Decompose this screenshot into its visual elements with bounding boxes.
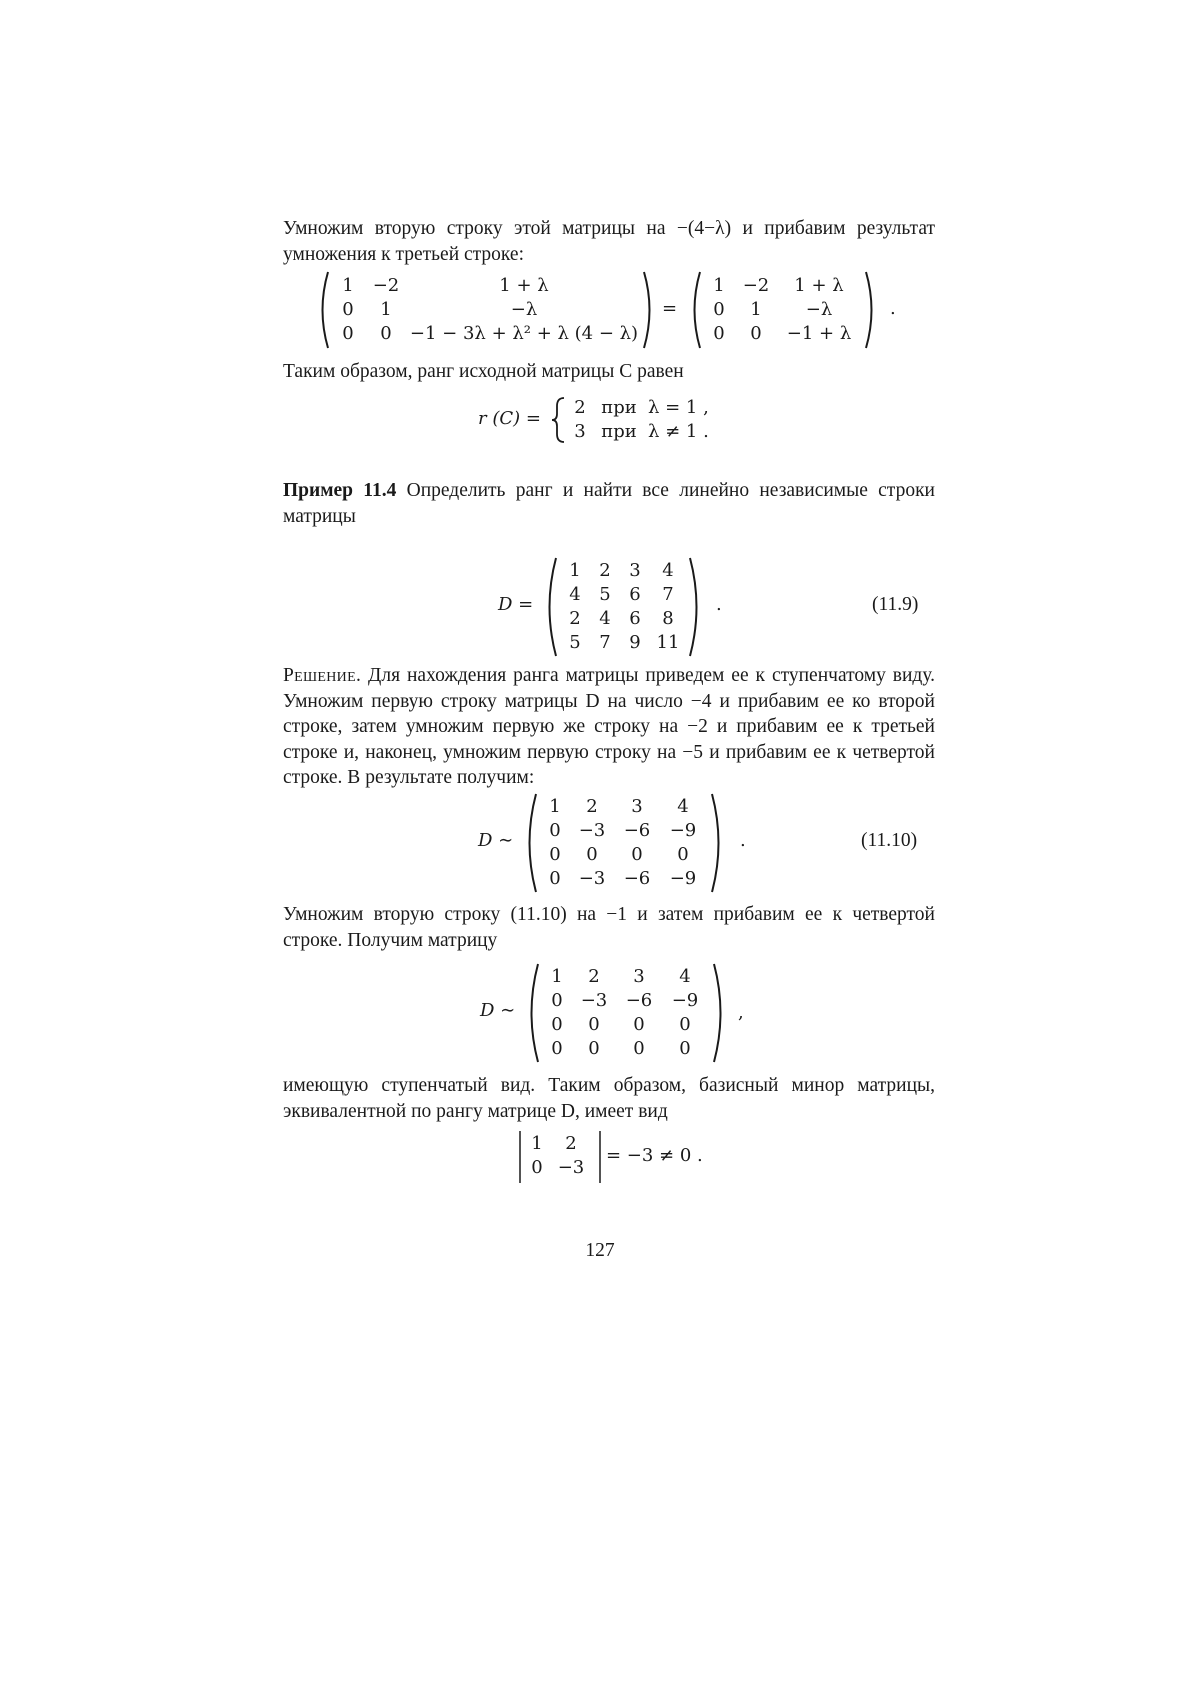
matrix-cell: 3 (631, 796, 643, 817)
matrix-cell: 0 (631, 844, 643, 865)
matrix-cell: 0 (342, 323, 354, 344)
matrix-cell: −6 (625, 990, 653, 1011)
matrix-row (540, 795, 706, 819)
matrix-cell: 2 (599, 560, 611, 581)
left-paren (522, 792, 538, 894)
matrix-row (332, 274, 640, 298)
matrix-row (332, 298, 640, 322)
minor-matrix (526, 1132, 594, 1180)
matrix-row (540, 867, 706, 891)
matrix-cell: 1 + λ (794, 275, 844, 296)
matrix-row (540, 819, 706, 843)
matrix-d3-equation (480, 962, 760, 1064)
matrix-cell: 3 (629, 560, 641, 581)
rank-cases (478, 394, 738, 446)
matrix-cell: −9 (669, 820, 697, 841)
matrix-cell: 8 (662, 608, 674, 629)
matrix-d3 (542, 965, 708, 1061)
minor-value: = −3 ≠ 0 . (606, 1145, 703, 1166)
case-value: 3 (574, 421, 586, 442)
matrix-cell: −3 (578, 868, 606, 889)
matrix-cell: 1 (549, 796, 561, 817)
period: . (716, 594, 722, 615)
matrix-cell: 1 (380, 299, 392, 320)
matrix-cell: 6 (629, 608, 641, 629)
example-heading (283, 478, 935, 529)
matrix-cell: 1 (342, 275, 354, 296)
paragraph-multiply: Умножим вторую строку (11.10) на −1 и затем прибавим ее к четвертой строке. Получим матрицу (283, 904, 935, 951)
case-condition: λ = 1 , (648, 397, 709, 418)
matrix-d-lhs: D = (498, 594, 534, 615)
period: . (740, 830, 746, 851)
matrix-cell: 0 (588, 1038, 600, 1059)
matrix-cell: 2 (565, 1133, 577, 1154)
matrix-row (542, 965, 708, 989)
determinant-bar-right (598, 1130, 602, 1184)
matrix-cell: 7 (599, 632, 611, 653)
paragraph-intro: Умножим вторую строку этой матрицы на −(4−λ) и прибавим результат умножения к третьей строке: (283, 218, 935, 265)
left-paren (688, 270, 702, 350)
right-paren (864, 270, 878, 350)
matrix-row (542, 1013, 708, 1037)
page-number: 127 (585, 1240, 615, 1261)
equation-number: (11.10) (861, 830, 918, 851)
matrix-cell: 0 (549, 820, 561, 841)
determinant-bar-left (518, 1130, 522, 1184)
matrix-equation-1 (316, 270, 906, 350)
example-text: Определить ранг и найти все линейно независимые строки матрицы (283, 480, 935, 527)
matrix-row (560, 631, 686, 655)
matrix-cell: 3 (633, 966, 645, 987)
case-row (570, 396, 728, 420)
matrix-cell: 4 (599, 608, 611, 629)
matrix-cell: −6 (623, 868, 651, 889)
right-paren (710, 792, 726, 894)
matrix-cell: −1 − 3λ + λ² + λ (4 − λ) (409, 323, 639, 344)
solution-paragraph (283, 663, 935, 791)
matrix-d2-lhs: D ∼ (478, 830, 514, 851)
matrix-row (542, 989, 708, 1013)
matrix-cell: 4 (569, 584, 581, 605)
equation-number: (11.9) (872, 594, 919, 615)
matrix-cell: 0 (679, 1014, 691, 1035)
matrix-row (560, 583, 686, 607)
matrix-cell: 1 + λ (499, 275, 549, 296)
matrix-cell: −3 (557, 1157, 585, 1178)
matrix-cell: −2 (742, 275, 770, 296)
matrix-cell: 0 (713, 323, 725, 344)
matrix-cell: 0 (750, 323, 762, 344)
matrix-cell: 0 (679, 1038, 691, 1059)
basis-minor (518, 1130, 718, 1184)
matrix-cell: 0 (633, 1038, 645, 1059)
matrix-cell: 7 (662, 584, 674, 605)
matrix-cell: 0 (549, 868, 561, 889)
matrix-cell: −λ (805, 299, 833, 320)
left-brace (550, 396, 566, 444)
matrix-cell: −9 (671, 990, 699, 1011)
matrix-cell: −9 (669, 868, 697, 889)
matrix-d2 (540, 795, 706, 891)
matrix-cell: 9 (629, 632, 641, 653)
matrix-cell: 4 (679, 966, 691, 987)
matrix-d3-lhs: D ∼ (480, 1000, 516, 1021)
matrix-cell: 5 (569, 632, 581, 653)
matrix-cell: 2 (586, 796, 598, 817)
right-paren (712, 962, 728, 1064)
right-paren (688, 556, 704, 658)
matrix-d (560, 559, 686, 655)
matrix-row (540, 843, 706, 867)
matrix-cell: 5 (599, 584, 611, 605)
matrix-cell: 0 (551, 990, 563, 1011)
matrix-row (526, 1132, 594, 1156)
matrix-row (526, 1156, 594, 1180)
solution-text: Для нахождения ранга матрицы приведем ее к ступенчатому виду. Умножим первую строку матрицы D на число −4 и прибавим ее ко второй строке, затем умножим первую же строку на −2 и прибавим ее к третьей строке и, наконец, умножим первую строку на −5 и прибавим ее к четвертой строке. В результате получим: (283, 665, 935, 788)
equals-sign: = (662, 298, 678, 319)
left-paren (524, 962, 540, 1064)
matrix-cell: 1 (551, 966, 563, 987)
matrix-cell: 0 (531, 1157, 543, 1178)
matrix-cell: −3 (578, 820, 606, 841)
matrix-cell: 1 (713, 275, 725, 296)
left-paren (316, 270, 330, 350)
matrix-cell: 2 (588, 966, 600, 987)
paragraph-rank: Таким образом, ранг исходной матрицы C равен (283, 361, 684, 382)
matrix-cell: 6 (629, 584, 641, 605)
matrix-row (560, 607, 686, 631)
matrix-row (542, 1037, 708, 1061)
solution-label: Решение. (283, 665, 362, 686)
matrix-cell: 0 (551, 1014, 563, 1035)
matrix-cell: 0 (342, 299, 354, 320)
matrix-cell: 0 (380, 323, 392, 344)
matrix-cell: 4 (662, 560, 674, 581)
case-row (570, 420, 728, 444)
matrix-cell: −6 (623, 820, 651, 841)
case-value: 2 (574, 397, 586, 418)
case-word: при (601, 421, 637, 442)
matrix-cell: 11 (656, 632, 680, 653)
matrix-cell: 1 (750, 299, 762, 320)
cases-table (570, 396, 728, 444)
matrix-cell: 0 (551, 1038, 563, 1059)
matrix-cell: −3 (580, 990, 608, 1011)
example-label: Пример 11.4 (283, 480, 397, 501)
matrix-cell: 0 (586, 844, 598, 865)
matrix-cell: 0 (713, 299, 725, 320)
matrix-cell: 0 (677, 844, 689, 865)
period: . (890, 298, 896, 319)
matrix-row (704, 274, 860, 298)
comma: , (738, 1002, 744, 1023)
matrix-cell: −2 (372, 275, 400, 296)
matrix-cell: −λ (510, 299, 538, 320)
rank-lhs: r (C) = (478, 408, 541, 429)
matrix-row (560, 559, 686, 583)
case-condition: λ ≠ 1 . (648, 421, 709, 442)
matrix-cell: 1 (569, 560, 581, 581)
matrix-row (332, 322, 640, 346)
matrix-cell: 0 (588, 1014, 600, 1035)
matrix-cell: 0 (549, 844, 561, 865)
matrix-left (332, 274, 640, 346)
matrix-row (704, 322, 860, 346)
case-word: при (601, 397, 637, 418)
matrix-cell: 2 (569, 608, 581, 629)
matrix-cell: −1 + λ (786, 323, 852, 344)
matrix-row (704, 298, 860, 322)
right-paren (642, 270, 656, 350)
left-paren (542, 556, 558, 658)
matrix-cell: 1 (531, 1133, 543, 1154)
matrix-cell: 4 (677, 796, 689, 817)
matrix-cell: 0 (633, 1014, 645, 1035)
matrix-right (704, 274, 860, 346)
paragraph-basis-minor: имеющую ступенчатый вид. Таким образом, базисный минор матрицы, эквивалентной по рангу матрице D, имеет вид (283, 1075, 935, 1122)
